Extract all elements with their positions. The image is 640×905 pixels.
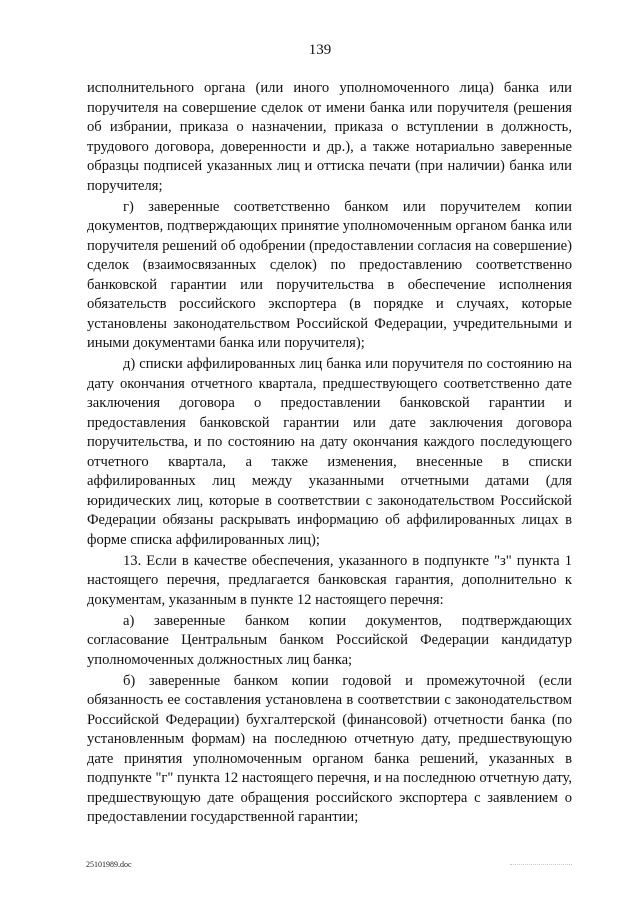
paragraph-item-b: б) заверенные банком копии годовой и промежуточной (если обязанность ее составления установлена в соответствии с законодательством Российской Федерации) бухгалтерской (финансовой) отчетности банка (по установленным формам) на последнюю отчетную дату, предшествующую дате принятия уполномоченным органом банка решений, указанных в подпункте "г" пункта 12 настоящего перечня, и на последнюю отчетную дату, предшествующую дате обращения российского экспортера с заявлением о предоставлении государственной гарантии; <box>87 672 572 826</box>
paragraph-clause-13: 13. Если в качестве обеспечения, указанного в подпункте "з" пункта 1 настоящего перечня, предлагается банковская гарантия, дополнительно к документам, указанным в пункте 12 настоящего перечня: <box>87 552 572 608</box>
paragraph-continuation-authority-docs: исполнительного органа (или иного уполномоченного лица) банка или поручителя на совершение сделок от имени банка или поручителя (решения об избрании, приказа о назначении, приказа о вступлении в должность, трудового договора, доверенности и др.), а также нотариально заверенные образцы подписей указанных лиц и оттиска печати (при наличии) банка или поручителя; <box>87 80 572 194</box>
footer-scan-mark <box>510 864 572 867</box>
footer-file-code: 25101989.doc <box>86 860 132 869</box>
page-number: 139 <box>308 42 332 58</box>
paragraph-item-d: д) списки аффилированных лиц банка или поручителя по состоянию на дату окончания отчетного квартала, предшествующего соответственно дате заключения договора о предоставлении банковской гарантии и предоставления банковской гарантии или дате заключения договора поручительства, и по состоянию на дату окончания каждого последующего отчетного квартала, а также изменения, внесенные в списки аффилированных лиц между указанными отчетными датами (для юридических лиц, которые в соответствии с законодательством Российской Федерации обязаны раскрывать информацию об аффилированных лицах в форме списка аффилированных лиц); <box>87 356 572 548</box>
paragraph-item-a: а) заверенные банком копии документов, подтверждающих согласование Центральным банком Российской Федерации кандидатур уполномоченных должностных лиц банка; <box>87 612 572 668</box>
paragraph-item-g: г) заверенные соответственно банком или поручителем копии документов, подтверждающих принятие уполномоченным органом банка или поручителя решений об одобрении (предоставлении согласия на совершение) сделок (взаимосвязанных сделок) по предоставлению соответственно банковской гарантии или поручительства в обеспечение исполнения обязательств российского экспортера (в порядке и случаях, которые установлены законодательством Российской Федерации, учредительными и иными документами банка или поручителя); <box>87 198 572 352</box>
document-body <box>87 79 572 830</box>
